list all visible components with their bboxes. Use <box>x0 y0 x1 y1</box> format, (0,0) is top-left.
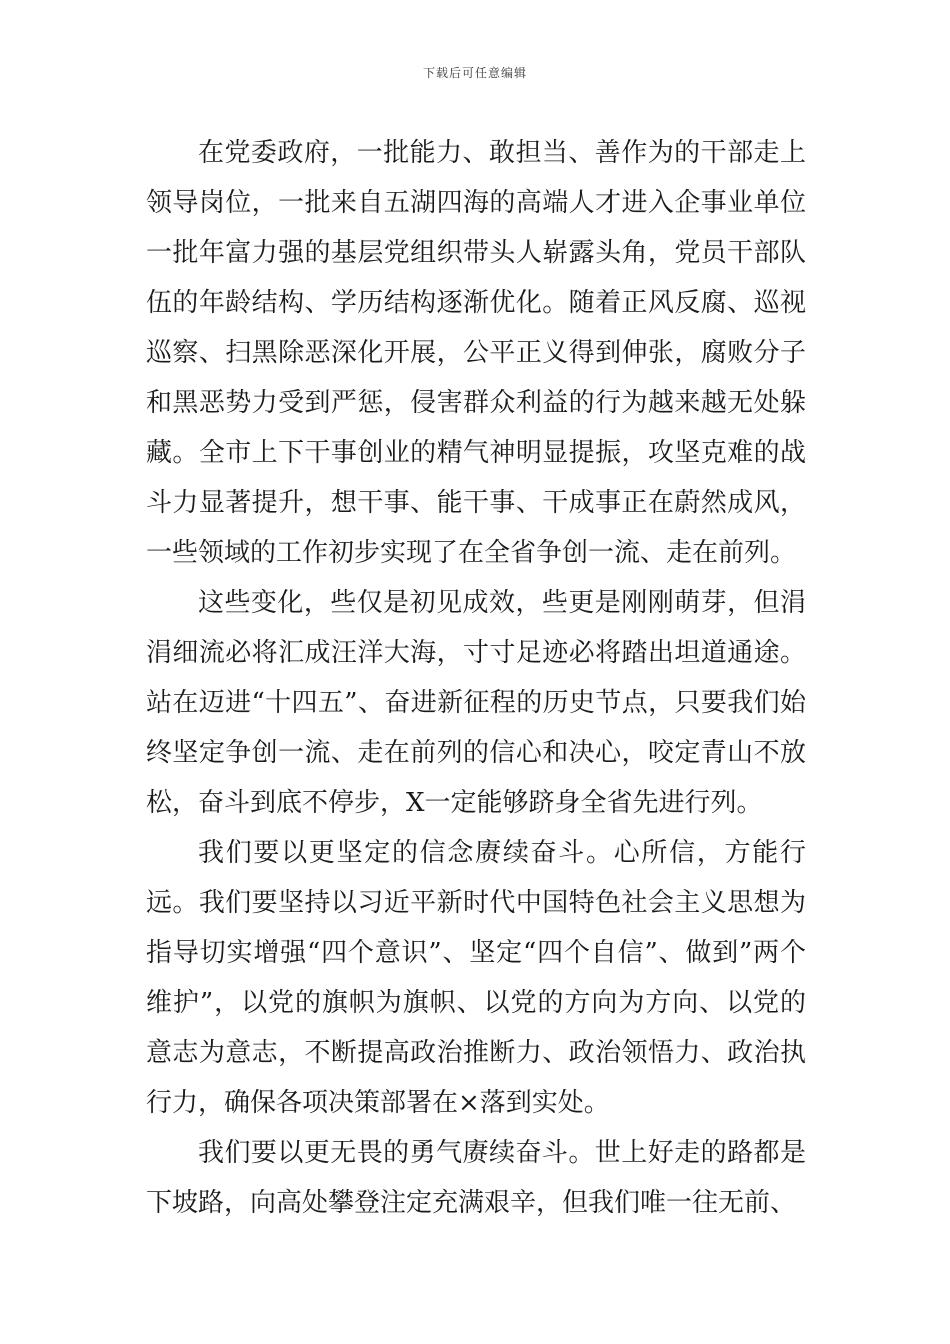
paragraph-4: 我们要以更无畏的勇气赓续奋斗。世上好走的路都是下坡路，向高处攀登注定充满艰辛，但我们唯一往无前、 <box>146 1138 806 1218</box>
document-body <box>146 128 806 1228</box>
header-note: 下载后可任意编辑 <box>422 66 527 80</box>
paragraph-3: 我们要以更坚定的信念赓续奋斗。心所信，方能行远。我们要坚持以习近平新时代中国特色社会主义思想为指导切实增强“四个意识”、坚定“四个自信”、做到”两个维护”，以党的旗帜为旗帜、以党的方向为方向、以党的意志为意志，不断提高政治推断力、政治领悟力、政治执行力，确保各项决策部署在×落到实处。 <box>146 838 806 1118</box>
paragraph-1: 在党委政府，一批能力、敢担当、善作为的干部走上领导岗位，一批来自五湖四海的高端人才进入企事业单位一批年富力强的基层党组织带头人崭露头角，党员干部队伍的年龄结构、学历结构逐渐优化。随着正风反腐、巡视巡察、扫黑除恶深化开展，公平正义得到伸张，腐败分子和黑恶势力受到严惩，侵害群众利益的行为越来越无处躲藏。全市上下干事创业的精气神明显提振，攻坚克难的战斗力显著提升，想干事、能干事、干成事正在蔚然成风，一些领域的工作初步实现了在全省争创一流、走在前列。 <box>146 138 806 568</box>
paragraph-2: 这些变化，些仅是初见成效，些更是刚刚萌芽，但涓涓细流必将汇成汪洋大海，寸寸足迹必将踏出坦道通途。站在迈进“十四五”、奋进新征程的历史节点，只要我们始终坚定争创一流、走在前列的信心和决心，咬定青山不放松，奋斗到底不停步，X一定能够跻身全省先进行列。 <box>146 588 806 818</box>
